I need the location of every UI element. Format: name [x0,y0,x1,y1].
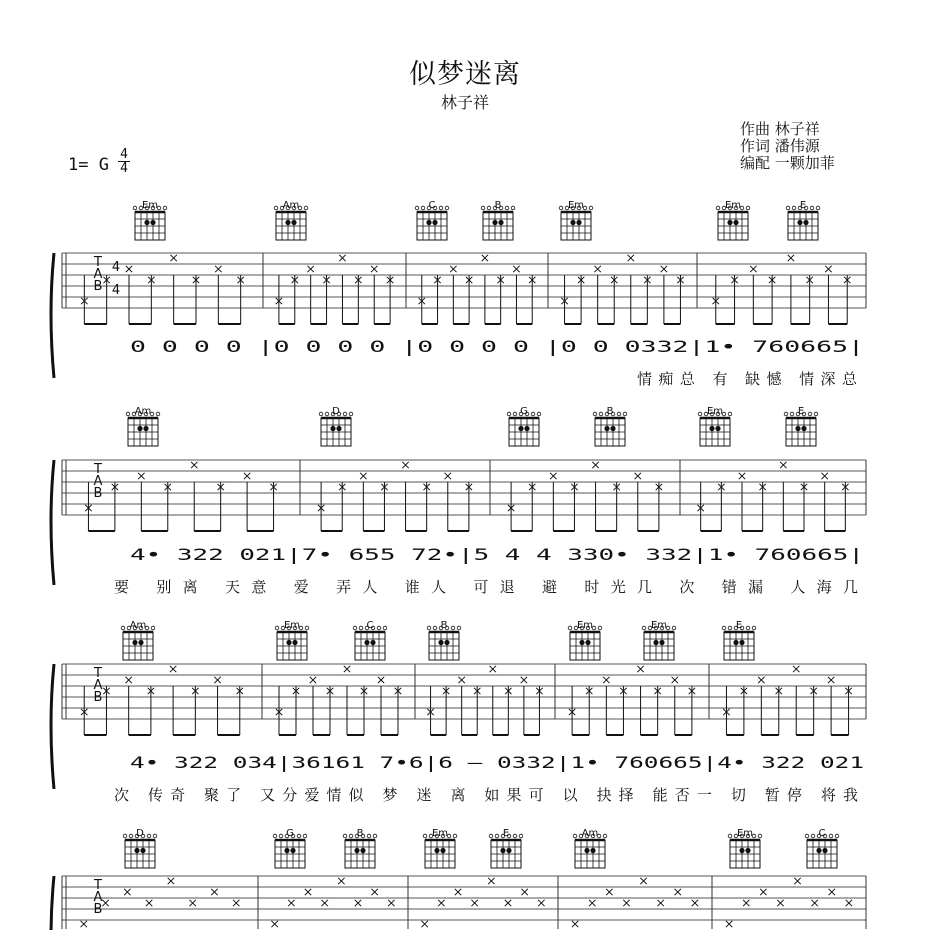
fret-mark [360,473,366,479]
time-signature-top: 4 [120,147,128,162]
fret-mark [594,266,600,272]
fret-mark [371,889,377,895]
chord-dot [354,848,359,853]
fret-mark [538,900,544,906]
chord-open-string [811,834,815,838]
chord-open-string [728,626,732,630]
chord-dot [653,640,658,645]
fret-mark [661,266,667,272]
fret-mark [450,266,456,272]
chord-name: Am [134,406,152,417]
chord-dot [290,848,295,853]
chord-open-string [746,206,750,210]
fret-mark [490,666,496,672]
chord-dot [336,426,341,431]
chord-dot [579,640,584,645]
fret-mark [402,462,408,468]
fret-mark [271,921,277,927]
chord-name: E [799,200,807,211]
chord-open-string [325,412,329,416]
fret-mark [126,266,132,272]
chord-open-string [343,412,347,416]
chord-open-string [598,626,602,630]
chord-dot [801,426,806,431]
fret-mark [338,878,344,884]
fret-mark [589,900,595,906]
fret-mark [521,677,527,683]
fret-mark [692,900,698,906]
fret-mark [672,677,678,683]
chord-name: Am [581,828,599,839]
chord-dot [709,426,714,431]
chord-open-string [698,412,702,416]
chord-open-string [129,834,133,838]
fret-mark [211,889,217,895]
chord-dot [570,220,575,225]
chord-open-string [163,206,167,210]
chord-open-string [599,412,603,416]
chord-open-string [373,834,377,838]
fret-mark [421,921,427,927]
fret-mark [780,462,786,468]
fret-mark [191,462,197,468]
chord-name: D [332,406,340,417]
fret-mark [829,889,835,895]
tab-clef-letter: T [94,462,102,477]
chord-name: Em [283,620,301,631]
fret-mark [378,677,384,683]
fret-mark [657,900,663,906]
chord-open-string [487,206,491,210]
tab-clef-letter: A [93,267,103,282]
chord-dot [364,640,369,645]
chord-open-string [343,834,347,838]
chord-dot [330,426,335,431]
chord-name: E [797,406,805,417]
fret-mark [170,255,176,261]
fret-mark [640,878,646,884]
fret-mark [168,878,174,884]
chord-open-string [568,626,572,630]
chord-open-string [279,834,283,838]
chord-open-string [519,834,523,838]
chord-open-string [433,626,437,630]
system-brace [51,460,54,585]
tab-clef-letter: B [93,279,103,294]
chord-open-string [275,626,279,630]
chord-name: Em [576,620,594,631]
fret-mark [288,900,294,906]
chord-dot [492,220,497,225]
tab-clef-letter: B [93,902,103,917]
chord-dot [360,848,365,853]
key-signature: 1= G [68,155,109,175]
fret-mark [811,900,817,906]
fret-mark [339,255,345,261]
fret-mark [513,266,519,272]
chord-open-string [349,412,353,416]
chord-dot [739,640,744,645]
fret-mark [125,677,131,683]
fret-mark [438,900,444,906]
fret-mark [344,666,350,672]
fret-mark [743,900,749,906]
fret-mark [321,900,327,906]
fret-mark [606,889,612,895]
tab-clef-letter: T [94,255,102,270]
fret-mark [637,666,643,672]
chord-open-string [297,834,301,838]
chord-open-string [808,412,812,416]
fret-mark [603,677,609,683]
jianpu-line: 4• 322 034|36161 7•6|6 — 0332|1• 760665|4• 322 021 [130,753,864,772]
chord-open-string [457,626,461,630]
chord-open-string [126,412,130,416]
chord-name: Em [567,200,585,211]
chord-open-string [427,626,431,630]
chord-open-string [531,412,535,416]
chord-dot [659,640,664,645]
chord-name: E [502,828,510,839]
tab-clef-letter: T [94,878,102,893]
fret-mark [488,878,494,884]
chord-open-string [481,206,485,210]
fret-mark [371,266,377,272]
chord-open-string [383,626,387,630]
chord-open-string [752,626,756,630]
fret-mark [592,462,598,468]
chord-open-string [810,206,814,210]
chord-dot [745,848,750,853]
chord-open-string [507,412,511,416]
fret-mark [726,921,732,927]
fret-mark [793,666,799,672]
chord-open-string [722,626,726,630]
chord-open-string [123,834,127,838]
chord-dot [739,848,744,853]
chord-dot [291,220,296,225]
chord-open-string [573,834,577,838]
chord-dot [144,220,149,225]
chord-name: G [520,406,528,417]
chord-open-string [153,834,157,838]
chord-open-string [786,206,790,210]
chord-open-string [147,834,151,838]
chord-dot [438,640,443,645]
chord-dot [138,640,143,645]
chord-open-string [559,206,563,210]
chord-dot [797,220,802,225]
chord-open-string [156,412,160,416]
chord-open-string [353,626,357,630]
tab-time-top: 4 [111,260,121,275]
chord-dot [137,426,142,431]
chord-open-string [121,626,125,630]
fret-mark [146,900,152,906]
tab-clef-letter: B [93,690,103,705]
chord-open-string [439,206,443,210]
fret-mark [623,900,629,906]
fret-mark [102,900,108,906]
fret-mark [846,900,852,906]
chord-open-string [513,834,517,838]
chord-dot [426,220,431,225]
chord-dot [727,220,732,225]
fret-mark [244,473,250,479]
fret-mark [138,473,144,479]
chord-open-string [746,626,750,630]
chord-open-string [589,206,593,210]
chord-dot [610,426,615,431]
fret-mark [214,677,220,683]
tab-clef-letter: A [93,474,103,489]
chord-open-string [273,834,277,838]
chord-dot [440,848,445,853]
chord-open-string [151,626,155,630]
chord-open-string [728,412,732,416]
chord-dot [434,848,439,853]
chord-open-string [835,834,839,838]
chord-open-string [451,626,455,630]
chord-open-string [642,626,646,630]
chord-open-string [513,412,517,416]
fret-mark [305,889,311,895]
fret-mark [572,921,578,927]
chord-dot [816,848,821,853]
chord-open-string [593,412,597,416]
chord-name: Em [650,620,668,631]
chord-open-string [133,206,137,210]
fret-mark [233,900,239,906]
chord-open-string [829,834,833,838]
chord-dot [150,220,155,225]
chord-open-string [505,206,509,210]
arranger-credit: 编配 一颗加菲 [740,154,835,172]
fret-mark [825,266,831,272]
chord-name: B [606,406,614,417]
fret-mark [388,900,394,906]
chord-open-string [623,412,627,416]
chord-open-string [274,206,278,210]
chord-dot [604,426,609,431]
fret-mark [215,266,221,272]
chord-dot [284,848,289,853]
chord-dot [590,848,595,853]
chord-dot [585,640,590,645]
fret-mark [758,677,764,683]
chord-name: C [818,828,826,839]
fret-mark [505,900,511,906]
tab-clef-letter: T [94,666,102,681]
chord-open-string [537,412,541,416]
chord-open-string [304,206,308,210]
chord-open-string [377,626,381,630]
chord-open-string [453,834,457,838]
chord-name: D [136,828,144,839]
fret-mark [739,473,745,479]
fret-mark [189,900,195,906]
fret-mark [482,255,488,261]
fret-mark [307,266,313,272]
lyrics-line: 要 别离 天意 爱 弄人 谁人 可退 避 时光几 次 错漏 人海几 [114,578,858,596]
chord-open-string [758,834,762,838]
chord-open-string [603,834,607,838]
chord-dot [506,848,511,853]
lyricist-credit: 作词 潘伟源 [740,137,820,155]
fret-mark [124,889,130,895]
chord-name: G [286,828,294,839]
fret-mark [828,677,834,683]
fret-mark [81,921,87,927]
chord-dot [140,848,145,853]
lyrics-line: 次 传奇 聚了 又分爱情似 梦 迷 离 如果可 以 抉择 能否一 切 暂停 将我 [114,786,858,804]
chord-dot [134,848,139,853]
fret-mark [445,473,451,479]
fret-mark [310,677,316,683]
chord-open-string [445,206,449,210]
chord-open-string [303,834,307,838]
system-brace [51,876,54,930]
chord-open-string [359,626,363,630]
chord-open-string [305,626,309,630]
jianpu-line: 4• 322 021|7• 655 72•|5 4 4 330• 332|1• 760665| [130,545,864,564]
chord-open-string [816,206,820,210]
chord-open-string [617,412,621,416]
tab-clef-letter: A [93,890,103,905]
fret-mark [788,255,794,261]
chord-dot [733,640,738,645]
system-brace [51,253,54,378]
chord-dot [584,848,589,853]
chord-open-string [367,834,371,838]
fret-mark [628,255,634,261]
chord-dot [795,426,800,431]
chord-dot [803,220,808,225]
chord-dot [285,220,290,225]
chord-dot [432,220,437,225]
fret-mark [170,666,176,672]
chord-name: E [735,620,743,631]
chord-name: Em [431,828,449,839]
song-artist: 林子祥 [440,93,489,112]
chord-name: Am [129,620,147,631]
chord-name: Em [724,200,742,211]
chord-name: B [356,828,364,839]
chord-dot [143,426,148,431]
chord-name: Em [736,828,754,839]
chord-name: B [494,200,502,211]
fret-mark [355,900,361,906]
tab-clef-letter: B [93,486,103,501]
fret-mark [821,473,827,479]
fret-mark [750,266,756,272]
fret-mark [794,878,800,884]
chord-open-string [421,206,425,210]
chord-dot [498,220,503,225]
chord-name: Em [706,406,724,417]
chord-open-string [728,834,732,838]
chord-open-string [495,834,499,838]
fret-mark [471,900,477,906]
fret-mark [777,900,783,906]
chord-open-string [792,206,796,210]
fret-mark [675,889,681,895]
chord-open-string [423,834,427,838]
jianpu-line: 0 0 0 0 |0 0 0 0 |0 0 0 0 |0 0 0332|1• 760665| [130,337,864,356]
chord-open-string [489,834,493,838]
chord-name: Am [282,200,300,211]
chord-open-string [790,412,794,416]
fret-mark [521,889,527,895]
chord-open-string [784,412,788,416]
chord-dot [715,426,720,431]
chord-open-string [716,206,720,210]
fret-mark [458,677,464,683]
chord-dot [733,220,738,225]
chord-dot [524,426,529,431]
chord-dot [370,640,375,645]
chord-open-string [511,206,515,210]
fret-mark [760,889,766,895]
chord-dot [576,220,581,225]
tab-time-bottom: 4 [111,283,121,298]
chord-dot [132,640,137,645]
chord-name: C [428,200,436,211]
fret-mark [550,473,556,479]
chord-dot [444,640,449,645]
song-title: 似梦迷离 [409,59,521,90]
fret-mark [455,889,461,895]
chord-open-string [814,412,818,416]
fret-mark [635,473,641,479]
chord-name: B [440,620,448,631]
chord-open-string [349,834,353,838]
chord-dot [518,426,523,431]
system-brace [51,664,54,789]
chord-open-string [805,834,809,838]
chord-open-string [319,412,323,416]
chord-dot [822,848,827,853]
chord-dot [286,640,291,645]
chord-open-string [415,206,419,210]
chord-open-string [672,626,676,630]
chord-name: C [366,620,374,631]
lyrics-line: 情痴总 有 缺憾 情深总 [637,370,857,388]
composer-credit: 作曲 林子祥 [740,120,820,138]
chord-dot [292,640,297,645]
tab-clef-letter: A [93,678,103,693]
chord-dot [500,848,505,853]
time-signature-bottom: 4 [120,161,128,176]
chord-name: Em [141,200,159,211]
